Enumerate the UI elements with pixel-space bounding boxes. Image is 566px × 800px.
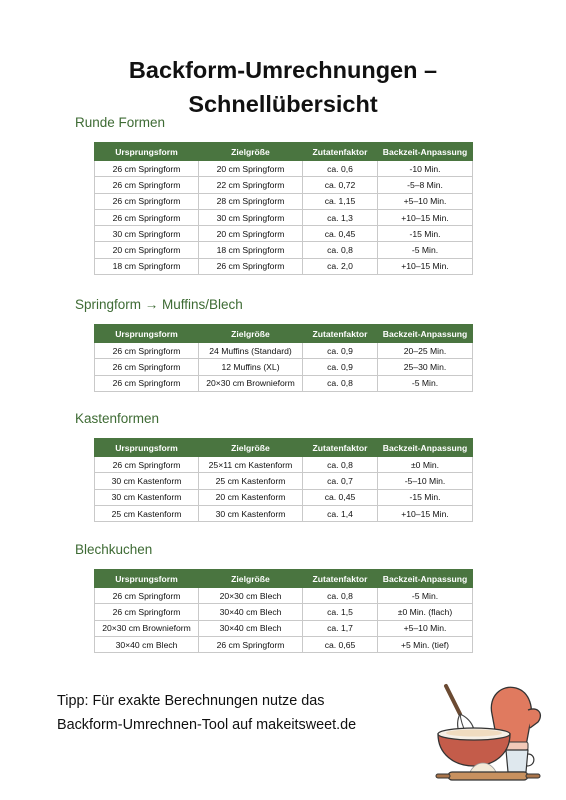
table-row [95,375,473,391]
table-row [95,242,473,258]
table-cell: -5 Min. [378,588,473,604]
table-cell: 30×40 cm Blech [199,604,303,620]
table-row [95,161,473,177]
header-cell: Zutatenfaktor [303,325,378,343]
table-row [95,258,473,274]
table-row [95,226,473,242]
table-cell: 30 cm Springform [95,226,199,242]
table-cell: 20 cm Springform [199,161,303,177]
table-cell: ca. 0,8 [303,242,378,258]
table-cell: -5 Min. [378,375,473,391]
table-cell: +5 Min. (tief) [378,636,473,652]
table-cell: 26 cm Springform [95,209,199,225]
table-cell: 26 cm Springform [95,161,199,177]
table-row [95,193,473,209]
table-runde-formen [94,142,473,275]
table-cell: ca. 0,6 [303,161,378,177]
table-cell: -15 Min. [378,489,473,505]
table-cell: 20×30 cm Blech [199,588,303,604]
table-row [95,209,473,225]
table-cell: 20×30 cm Brownieform [95,620,199,636]
table-springform-muffins [94,324,473,392]
section-title-springform-muffins: Springform → Muffins/Blech [75,297,243,312]
page-title [0,53,566,121]
header-cell: Ursprungsform [95,143,199,161]
table-row [95,359,473,375]
table-cell: 18 cm Springform [95,258,199,274]
table-cell: ca. 0,45 [303,489,378,505]
table-cell: ca. 1,7 [303,620,378,636]
table-row [95,473,473,489]
header-cell: Zutatenfaktor [303,439,378,457]
table-cell: ca. 0,8 [303,375,378,391]
table-cell: ca. 1,4 [303,505,378,521]
table-cell: 26 cm Springform [199,258,303,274]
table-header-row [95,570,473,588]
table-cell: 30×40 cm Blech [95,636,199,652]
table-cell: -5–10 Min. [378,473,473,489]
table-cell: 30×40 cm Blech [199,620,303,636]
table-row [95,489,473,505]
table-cell: ca. 1,3 [303,209,378,225]
header-cell: Zielgröße [199,570,303,588]
header-cell: Backzeit-Anpassung [378,143,473,161]
table-cell: ca. 0,45 [303,226,378,242]
table-cell: 26 cm Springform [199,636,303,652]
tip-text [57,689,356,737]
table-cell: 26 cm Springform [95,588,199,604]
table-header-row [95,325,473,343]
table-cell: 12 Muffins (XL) [199,359,303,375]
section-title-kastenformen: Kastenformen [75,411,160,426]
table-cell: -5–8 Min. [378,177,473,193]
table-cell: 30 cm Kastenform [199,505,303,521]
table-cell: 26 cm Springform [95,457,199,473]
table-kastenformen [94,438,473,522]
table-cell: 30 cm Kastenform [95,489,199,505]
header-cell: Zutatenfaktor [303,570,378,588]
table-header-row [95,439,473,457]
table-cell: 25 cm Kastenform [199,473,303,489]
table-cell: 26 cm Springform [95,604,199,620]
table-cell: 20 cm Springform [95,242,199,258]
table-cell: 20–25 Min. [378,343,473,359]
header-cell: Zielgröße [199,325,303,343]
header-cell: Zielgröße [199,439,303,457]
table-cell: 26 cm Springform [95,193,199,209]
table-cell: 26 cm Springform [95,343,199,359]
table-cell: ca. 0,65 [303,636,378,652]
page-title-line-1: Backform-Umrechnungen – [128,57,438,83]
header-cell: Zutatenfaktor [303,143,378,161]
section-title-blechkuchen: Blechkuchen [75,542,153,557]
table-cell: 20 cm Springform [199,226,303,242]
header-cell: Ursprungsform [95,570,199,588]
header-cell: Ursprungsform [95,325,199,343]
table-cell: ca. 0,8 [303,588,378,604]
table-cell: 25 cm Kastenform [95,505,199,521]
table-cell: ca. 0,72 [303,177,378,193]
table-cell: 18 cm Springform [199,242,303,258]
table-cell: -10 Min. [378,161,473,177]
baking-utensils-icon [430,680,550,785]
table-cell: ca. 2,0 [303,258,378,274]
table-cell: 30 cm Kastenform [95,473,199,489]
tip-line-2: Backform-Umrechnen-Tool auf makeitsweet.de [57,717,357,733]
table-row [95,620,473,636]
table-cell: 30 cm Springform [199,209,303,225]
table-cell: 22 cm Springform [199,177,303,193]
table-cell: +5–10 Min. [378,620,473,636]
table-cell: ca. 0,9 [303,343,378,359]
table-cell: ca. 0,8 [303,457,378,473]
table-cell: 24 Muffins (Standard) [199,343,303,359]
table-row [95,457,473,473]
table-cell: -5 Min. [378,242,473,258]
tip-line-1: Tipp: Für exakte Berechnungen nutze das [57,693,325,709]
table-header-row [95,143,473,161]
page-title-line-2: Schnellübersicht [188,91,378,117]
table-cell: +10–15 Min. [378,505,473,521]
table-row [95,505,473,521]
table-cell: ca. 0,9 [303,359,378,375]
table-cell: -15 Min. [378,226,473,242]
table-cell: +5–10 Min. [378,193,473,209]
table-cell: ±0 Min. (flach) [378,604,473,620]
table-cell: 20 cm Kastenform [199,489,303,505]
table-cell: ca. 0,7 [303,473,378,489]
table-cell: +10–15 Min. [378,258,473,274]
table-row [95,343,473,359]
table-blechkuchen [94,569,473,653]
header-cell: Backzeit-Anpassung [378,570,473,588]
table-cell: 26 cm Springform [95,359,199,375]
header-cell: Backzeit-Anpassung [378,439,473,457]
table-row [95,177,473,193]
header-cell: Zielgröße [199,143,303,161]
table-cell: +10–15 Min. [378,209,473,225]
table-cell: 20×30 cm Brownieform [199,375,303,391]
table-cell: ±0 Min. [378,457,473,473]
table-cell: 25×11 cm Kastenform [199,457,303,473]
table-cell: ca. 1,15 [303,193,378,209]
table-row [95,636,473,652]
table-cell: ca. 1,5 [303,604,378,620]
table-cell: 26 cm Springform [95,375,199,391]
table-cell: 28 cm Springform [199,193,303,209]
header-cell: Ursprungsform [95,439,199,457]
section-title-runde-formen: Runde Formen [75,115,166,130]
table-cell: 26 cm Springform [95,177,199,193]
table-row [95,604,473,620]
table-row [95,588,473,604]
header-cell: Backzeit-Anpassung [378,325,473,343]
table-cell: 25–30 Min. [378,359,473,375]
